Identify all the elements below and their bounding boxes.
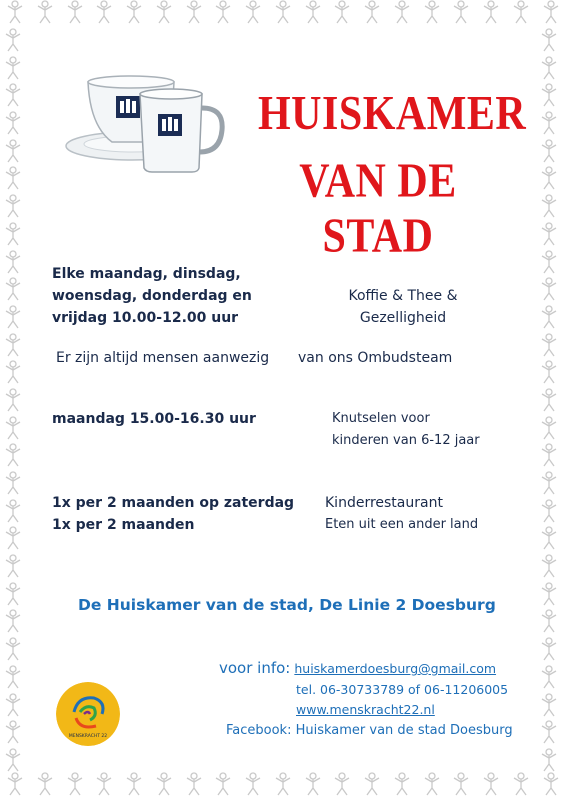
person-icon <box>538 333 560 357</box>
person-icon <box>2 443 24 467</box>
presence-text: Er zijn altijd mensen aanwezig <box>56 350 270 366</box>
person-icon <box>391 0 413 24</box>
person-icon <box>391 772 413 796</box>
person-icon <box>2 194 24 218</box>
person-icon <box>538 665 560 689</box>
crafts-activity <box>332 408 480 452</box>
person-icon <box>361 772 383 796</box>
monday-times: maandag 15.00-16.30 uur <box>52 411 256 427</box>
person-icon <box>64 772 86 796</box>
facebook-text: Facebook: Huiskamer van de stad Doesburg <box>226 723 513 738</box>
person-icon <box>242 0 264 24</box>
person-icon <box>538 111 560 135</box>
person-icon <box>2 720 24 744</box>
person-icon <box>2 111 24 135</box>
title-line-1: HUISKAMER <box>258 87 527 141</box>
person-icon <box>450 0 472 24</box>
person-icon <box>2 554 24 578</box>
logo-text: MENSKRACHT 22 <box>68 734 108 739</box>
person-icon <box>538 360 560 384</box>
person-icon <box>538 222 560 246</box>
activity-line: Kinderrestaurant <box>325 495 443 511</box>
person-icon <box>272 772 294 796</box>
schedule-daily-line: woensdag, donderdag en <box>52 288 252 304</box>
person-icon <box>538 693 560 717</box>
person-icon <box>538 56 560 80</box>
person-icon <box>153 0 175 24</box>
ombudsteam-text: van ons Ombudsteam <box>298 350 453 366</box>
person-icon <box>538 526 560 550</box>
person-icon <box>421 0 443 24</box>
schedule-daily-line: vrijdag 10.00-12.00 uur <box>52 310 239 326</box>
person-icon <box>302 772 324 796</box>
person-icon <box>538 582 560 606</box>
person-icon <box>2 56 24 80</box>
person-icon <box>540 772 562 796</box>
person-icon <box>538 250 560 274</box>
person-icon <box>123 0 145 24</box>
person-icon <box>212 0 234 24</box>
email-link[interactable]: huiskamerdoesburg@gmail.com <box>294 661 497 676</box>
schedule-daily-activity <box>330 285 476 329</box>
person-icon <box>538 720 560 744</box>
person-icon <box>538 83 560 107</box>
activity-line: kinderen van 6-12 jaar <box>332 433 480 448</box>
decorative-border-right <box>538 28 564 772</box>
person-icon <box>2 305 24 329</box>
person-icon <box>538 416 560 440</box>
person-icon <box>2 471 24 495</box>
phone-numbers: tel. 06-30733789 of 06-11206005 <box>296 682 509 697</box>
person-icon <box>2 748 24 772</box>
person-icon <box>34 772 56 796</box>
person-icon <box>2 582 24 606</box>
person-icon <box>2 499 24 523</box>
person-icon <box>540 0 562 24</box>
person-icon <box>302 0 324 24</box>
website-row <box>296 702 435 717</box>
person-icon <box>2 250 24 274</box>
person-icon <box>272 0 294 24</box>
person-icon <box>2 526 24 550</box>
person-icon <box>450 772 472 796</box>
bimonthly-line: 1x per 2 maanden <box>52 517 195 533</box>
person-icon <box>361 0 383 24</box>
person-icon <box>421 772 443 796</box>
person-icon <box>2 333 24 357</box>
person-icon <box>538 194 560 218</box>
person-icon <box>331 0 353 24</box>
person-icon <box>510 0 532 24</box>
menskracht-logo <box>56 682 120 746</box>
person-icon <box>2 166 24 190</box>
person-icon <box>2 277 24 301</box>
person-icon <box>242 772 264 796</box>
person-icon <box>538 28 560 52</box>
person-icon <box>2 609 24 633</box>
person-icon <box>4 0 26 24</box>
person-icon <box>2 222 24 246</box>
person-icon <box>331 772 353 796</box>
activity-line: Gezelligheid <box>359 310 447 326</box>
website-link[interactable]: www.menskracht22.nl <box>296 702 435 717</box>
person-icon <box>2 416 24 440</box>
coffee-cups-image <box>62 68 232 176</box>
person-icon <box>2 139 24 163</box>
person-icon <box>538 748 560 772</box>
person-icon <box>183 772 205 796</box>
person-icon <box>538 443 560 467</box>
person-icon <box>538 499 560 523</box>
bimonthly-times <box>52 492 294 536</box>
contact-email-row <box>219 659 496 677</box>
person-icon <box>4 772 26 796</box>
person-icon <box>93 0 115 24</box>
contact-label: voor info: <box>219 659 291 677</box>
person-icon <box>538 609 560 633</box>
address: De Huiskamer van de stad, De Linie 2 Doesburg <box>78 596 496 614</box>
person-icon <box>2 28 24 52</box>
person-icon <box>538 388 560 412</box>
kids-restaurant-activity <box>325 492 478 536</box>
bimonthly-line: 1x per 2 maanden op zaterdag <box>52 495 295 511</box>
person-icon <box>64 0 86 24</box>
decorative-border-top <box>0 0 566 28</box>
person-icon <box>2 83 24 107</box>
person-icon <box>538 471 560 495</box>
decorative-border-bottom <box>0 772 566 800</box>
schedule-daily-times <box>52 263 292 329</box>
person-icon <box>510 772 532 796</box>
activity-line: Koffie & Thee & <box>348 288 458 304</box>
person-icon <box>538 637 560 661</box>
person-icon <box>538 277 560 301</box>
person-icon <box>212 772 234 796</box>
decorative-border-left <box>2 28 28 772</box>
person-icon <box>538 139 560 163</box>
schedule-daily-line: Elke maandag, dinsdag, <box>52 266 241 282</box>
person-icon <box>93 772 115 796</box>
person-icon <box>480 0 502 24</box>
person-icon <box>2 388 24 412</box>
person-icon <box>2 637 24 661</box>
person-icon <box>538 166 560 190</box>
person-icon <box>2 665 24 689</box>
person-icon <box>34 0 56 24</box>
person-icon <box>153 772 175 796</box>
person-icon <box>2 693 24 717</box>
activity-line: Eten uit een ander land <box>325 517 479 532</box>
person-icon <box>2 360 24 384</box>
person-icon <box>183 0 205 24</box>
person-icon <box>538 305 560 329</box>
person-icon <box>480 772 502 796</box>
person-icon <box>123 772 145 796</box>
person-icon <box>538 554 560 578</box>
title-line-2: VAN DE STAD <box>299 154 457 264</box>
activity-line: Knutselen voor <box>332 411 430 426</box>
